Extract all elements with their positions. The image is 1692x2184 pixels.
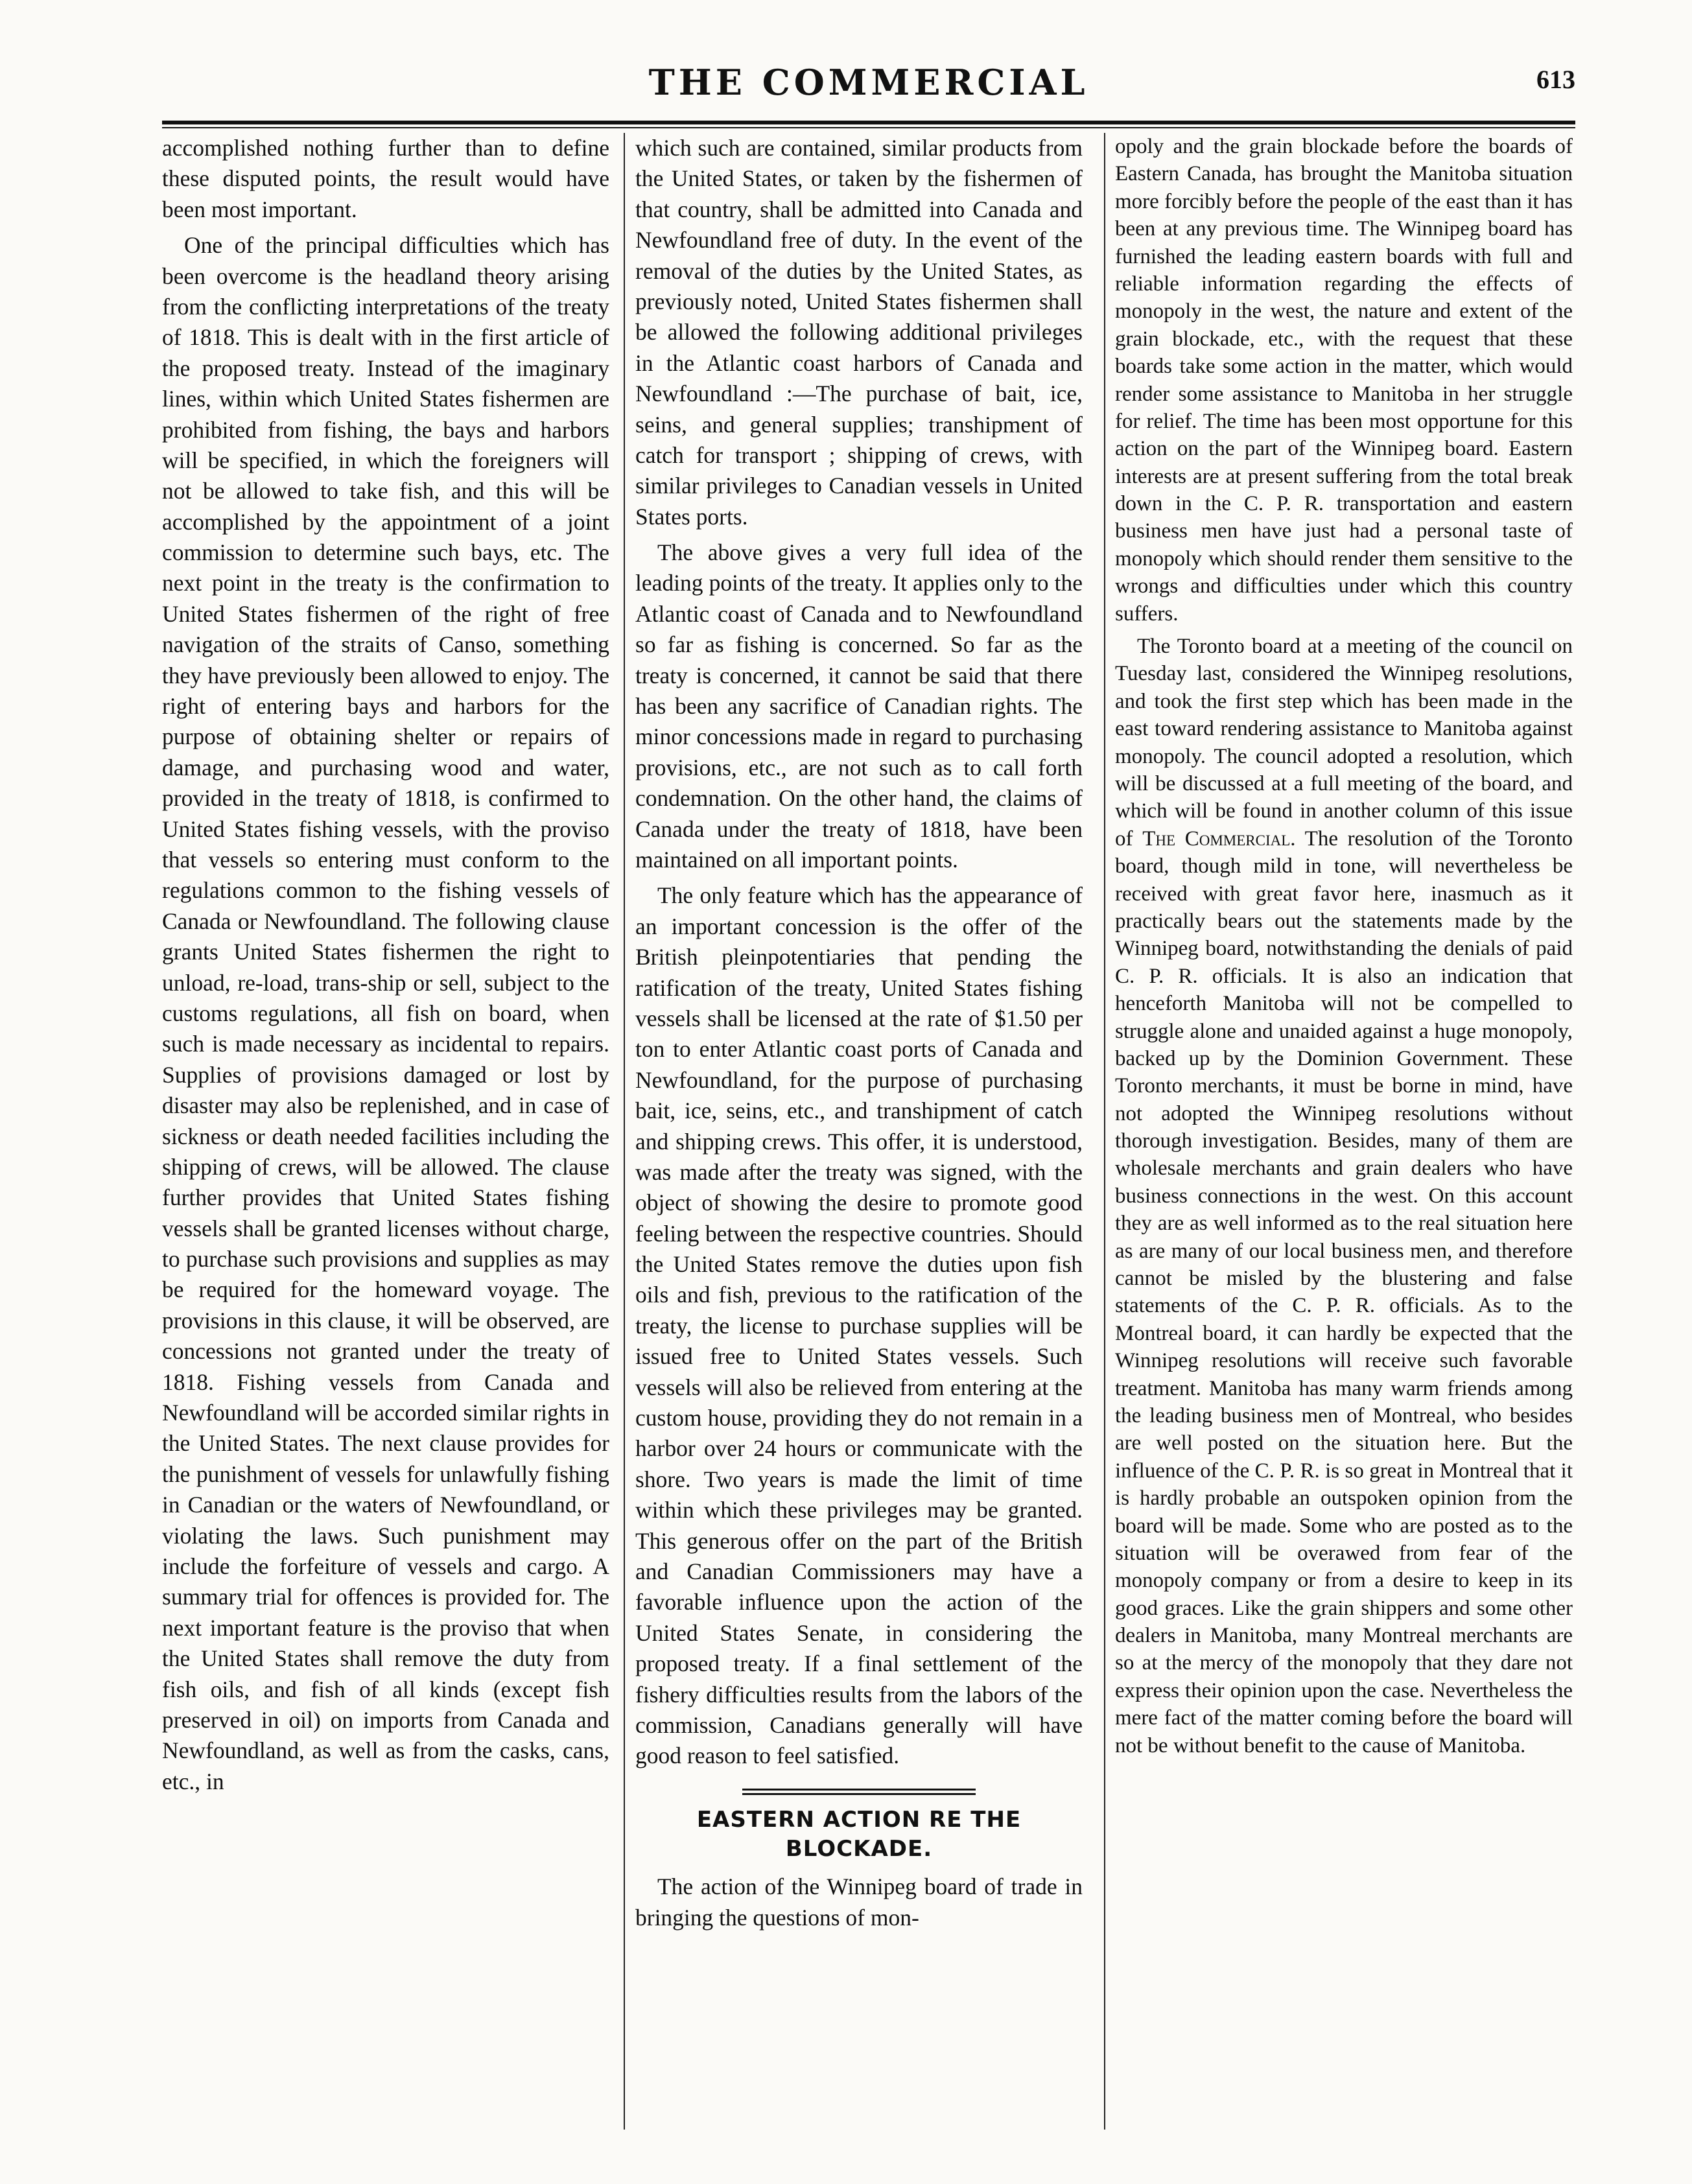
column-2-paragraph-1: which such are contained, similar products from the United States, or taken by the fishermen of that country, shall be admitted into Canada and Newfoundland free of duty. In the event of the removal of the duties by the United States, as previously noted, United States fishermen shall be allowed the following additional privileges in the Atlantic coast harbors of Canada and Newfoundland :—The purchase of bait, ice, seins, and general supplies; transhipment of catch for transport ; shipping of crews, with similar privileges to Canadian vessels in United States ports. xyxy=(635,135,1083,530)
section-heading: EASTERN ACTION RE THE BLOCKADE. xyxy=(696,1806,1022,1862)
publication-reference: The Commercial. xyxy=(1142,827,1296,851)
article-column-3 xyxy=(1115,133,1573,2139)
column-2-paragraph-3: The only feature which has the appearance of an important concession is the offer of the British pleinpotentiaries that pending the ratification of the treaty, United States fishing vessels shall be licensed at the rate of $1.50 per ton to enter Atlantic coast ports of Canada and Newfoundland, for the purpose of purchasing bait, ice, seins, etc., and transhipment of catch and shipping crews. This offer, it is understood, was made after the treaty was signed, with the object of showing the desire to promote good feeling between the respective countries. Should the United States remove the duties upon fish oils and fish, previous to the ratification of the treaty, the license to purchase supplies will be issued free to United States vessels. Such vessels will also be relieved from entering at the custom house, providing they do not remain in a harbor over 24 hours or communicate with the shore. Two years is made the limit of time within which these privileges may be granted. This generous offer on the part of the British and Canadian Commissioners may have a favorable influence upon the action of the United States Senate, in considering the proposed treaty. If a final settlement of the fishery difficulties results from the labors of the commission, Canadians generally will have good reason to feel satisfied. xyxy=(635,882,1083,1769)
masthead-rule xyxy=(162,121,1575,128)
column-1-paragraph-2: One of the principal difficulties which has been overcome is the headland theory arising from the conflicting interpretations of the treaty of 1818. This is dealt with in the first article of the proposed treaty. Instead of the imaginary lines, within which United States fishermen are prohibited from fishing, the bays and harbors will be specified, in which the foreigners will not be allowed to take fish, and this will be accomplished by the appointment of a joint commission to determine such bays, etc. The next point in the treaty is the confirmation to United States fishermen of the right of free navigation of the straits of Canso, something they have previously been allowed to enjoy. The right of entering bays and harbors for the purpose of obtaining shelter or repairs of damage, and purchasing wood and water, provided in the treaty of 1818, is confirmed to United States fishing vessels, with the proviso that vessels so entering must conform to the regulations common to the fishing vessels of Canada or Newfoundland. The following clause grants United States fishermen the right to unload, re-load, trans-ship or sell, subject to the customs regulations, all fish on board, when such is made necessary as incidental to repairs. Supplies of provisions damaged or lost by disaster may also be replenished, and in case of sickness or death needed facilities including the shipping of crews, will be allowed. The clause further provides that United States fishing vessels shall be granted licenses without charge, to purchase such provisions and supplies as may be required for the homeward voyage. The provisions in this clause, it will be observed, are concessions not granted under the treaty of 1818. Fishing vessels from Canada and Newfoundland will be accorded similar rights in the United States. The next clause provides for the punishment of vessels for unlawfully fishing in Canadian or the waters of Newfoundland, or violating the laws. Such punishment may include the forfeiture of vessels and cargo. A summary trial for offences is provided for. The next important feature is the proviso that when the United States shall remove the duty from fish oils, and fish of all kinds (except fish preserved in oil) on imports from Canada and Newfoundland, as well as from the casks, cans, etc., in xyxy=(162,232,609,1794)
page-number: 613 xyxy=(1536,65,1575,94)
section-divider xyxy=(742,1789,976,1795)
article-column-2 xyxy=(635,133,1083,2139)
masthead xyxy=(162,62,1575,113)
column-3-paragraph-2 xyxy=(1115,633,1573,1759)
publication-title: THE COMMERCIAL xyxy=(648,62,1089,103)
column-3-paragraph-1: opoly and the grain blockade before the boards of Eastern Canada, has brought the Manitoba situation more forcibly before the people of the east than it has been at any previous time. The Winnipeg board has furnished the leading eastern boards with full and reliable information regarding the effects of monopoly in the west, the nature and extent of the grain blockade, etc., with the request that these boards take some action in the matter, which would render some assistance to Manitoba in her struggle for relief. The time has been most opportune for this action on the part of the Winnipeg board. Eastern interests are at present suffering from the total break down in the C. P. R. transportation and eastern business men have just had a personal taste of monopoly which should render them sensitive to the wrongs and difficulties under which this country suffers. xyxy=(1115,135,1573,626)
column-2-paragraph-2: The above gives a very full idea of the leading points of the treaty. It applies only to the Atlantic coast of Canada and to Newfoundland so far as fishing is concerned. So far as the treaty is concerned, it cannot be said that there has been any sacrifice of Canadian rights. The minor concessions made in regard to purchasing provisions, etc., are not such as to call forth condemnation. On the other hand, the claims of Canada under the treaty of 1818, have been maintained on all important points. xyxy=(635,539,1083,873)
section-paragraph-1: The action of the Winnipeg board of trade in bringing the questions of mon- xyxy=(635,1873,1083,1931)
column-3-paragraph-2-text: The Toronto board at a meeting of the council on Tuesday last, considered the Winnipeg resolutions, and took the first step which has been made in the east toward rendering assistance to Manitoba against monopoly. The council adopted a resolution, which will be discussed at a full meeting of the board, and which will be found in another column of this issue of xyxy=(1115,635,1573,851)
column-3-paragraph-2-continued: The resolution of the Toronto board, though mild in tone, will nevertheless be received with great favor here, inasmuch as it practically bears out the statements made by the Winnipeg board, notwithstanding the denials of paid C. P. R. officials. It is also an indication that henceforth Manitoba will not be compelled to struggle alone and unaided against a huge monopoly, backed up by the Dominion Government. These Toronto merchants, it must be borne in mind, have not adopted the Winnipeg resolutions without thorough investigation. Besides, many of them are wholesale merchants and grain dealers who have business connections in the west. On this account they are as well informed as to the real situation here as are many of our local business men, and therefore cannot be misled by the blustering and false statements of the C. P. R. officials. As to the Montreal board, it can hardly be expected that the Winnipeg resolutions will receive such favorable treatment. Manitoba has many warm friends among the leading business men of Montreal, who besides are well posted on the situation here. But the influence of the C. P. R. is so great in Montreal that it is hardly probable an outspoken opinion from the board will be made. Some who are posted as to the situation will be overawed from fear of the monopoly company or from a desire to keep in its good graces. Like the grain shippers and some other dealers in Manitoba, many Montreal merchants are so at the mercy of the monopoly that they dare not express their opinion upon the case. Nevertheless the mere fact of the matter coming before the board will not be without benefit to the cause of Manitoba. xyxy=(1115,827,1573,1757)
column-divider-2 xyxy=(1104,133,1105,2130)
column-1-paragraph-1: accomplished nothing further than to define these disputed points, the result would have been most important. xyxy=(162,135,609,222)
article-column-1 xyxy=(162,133,609,2139)
column-divider-1 xyxy=(624,133,625,2130)
